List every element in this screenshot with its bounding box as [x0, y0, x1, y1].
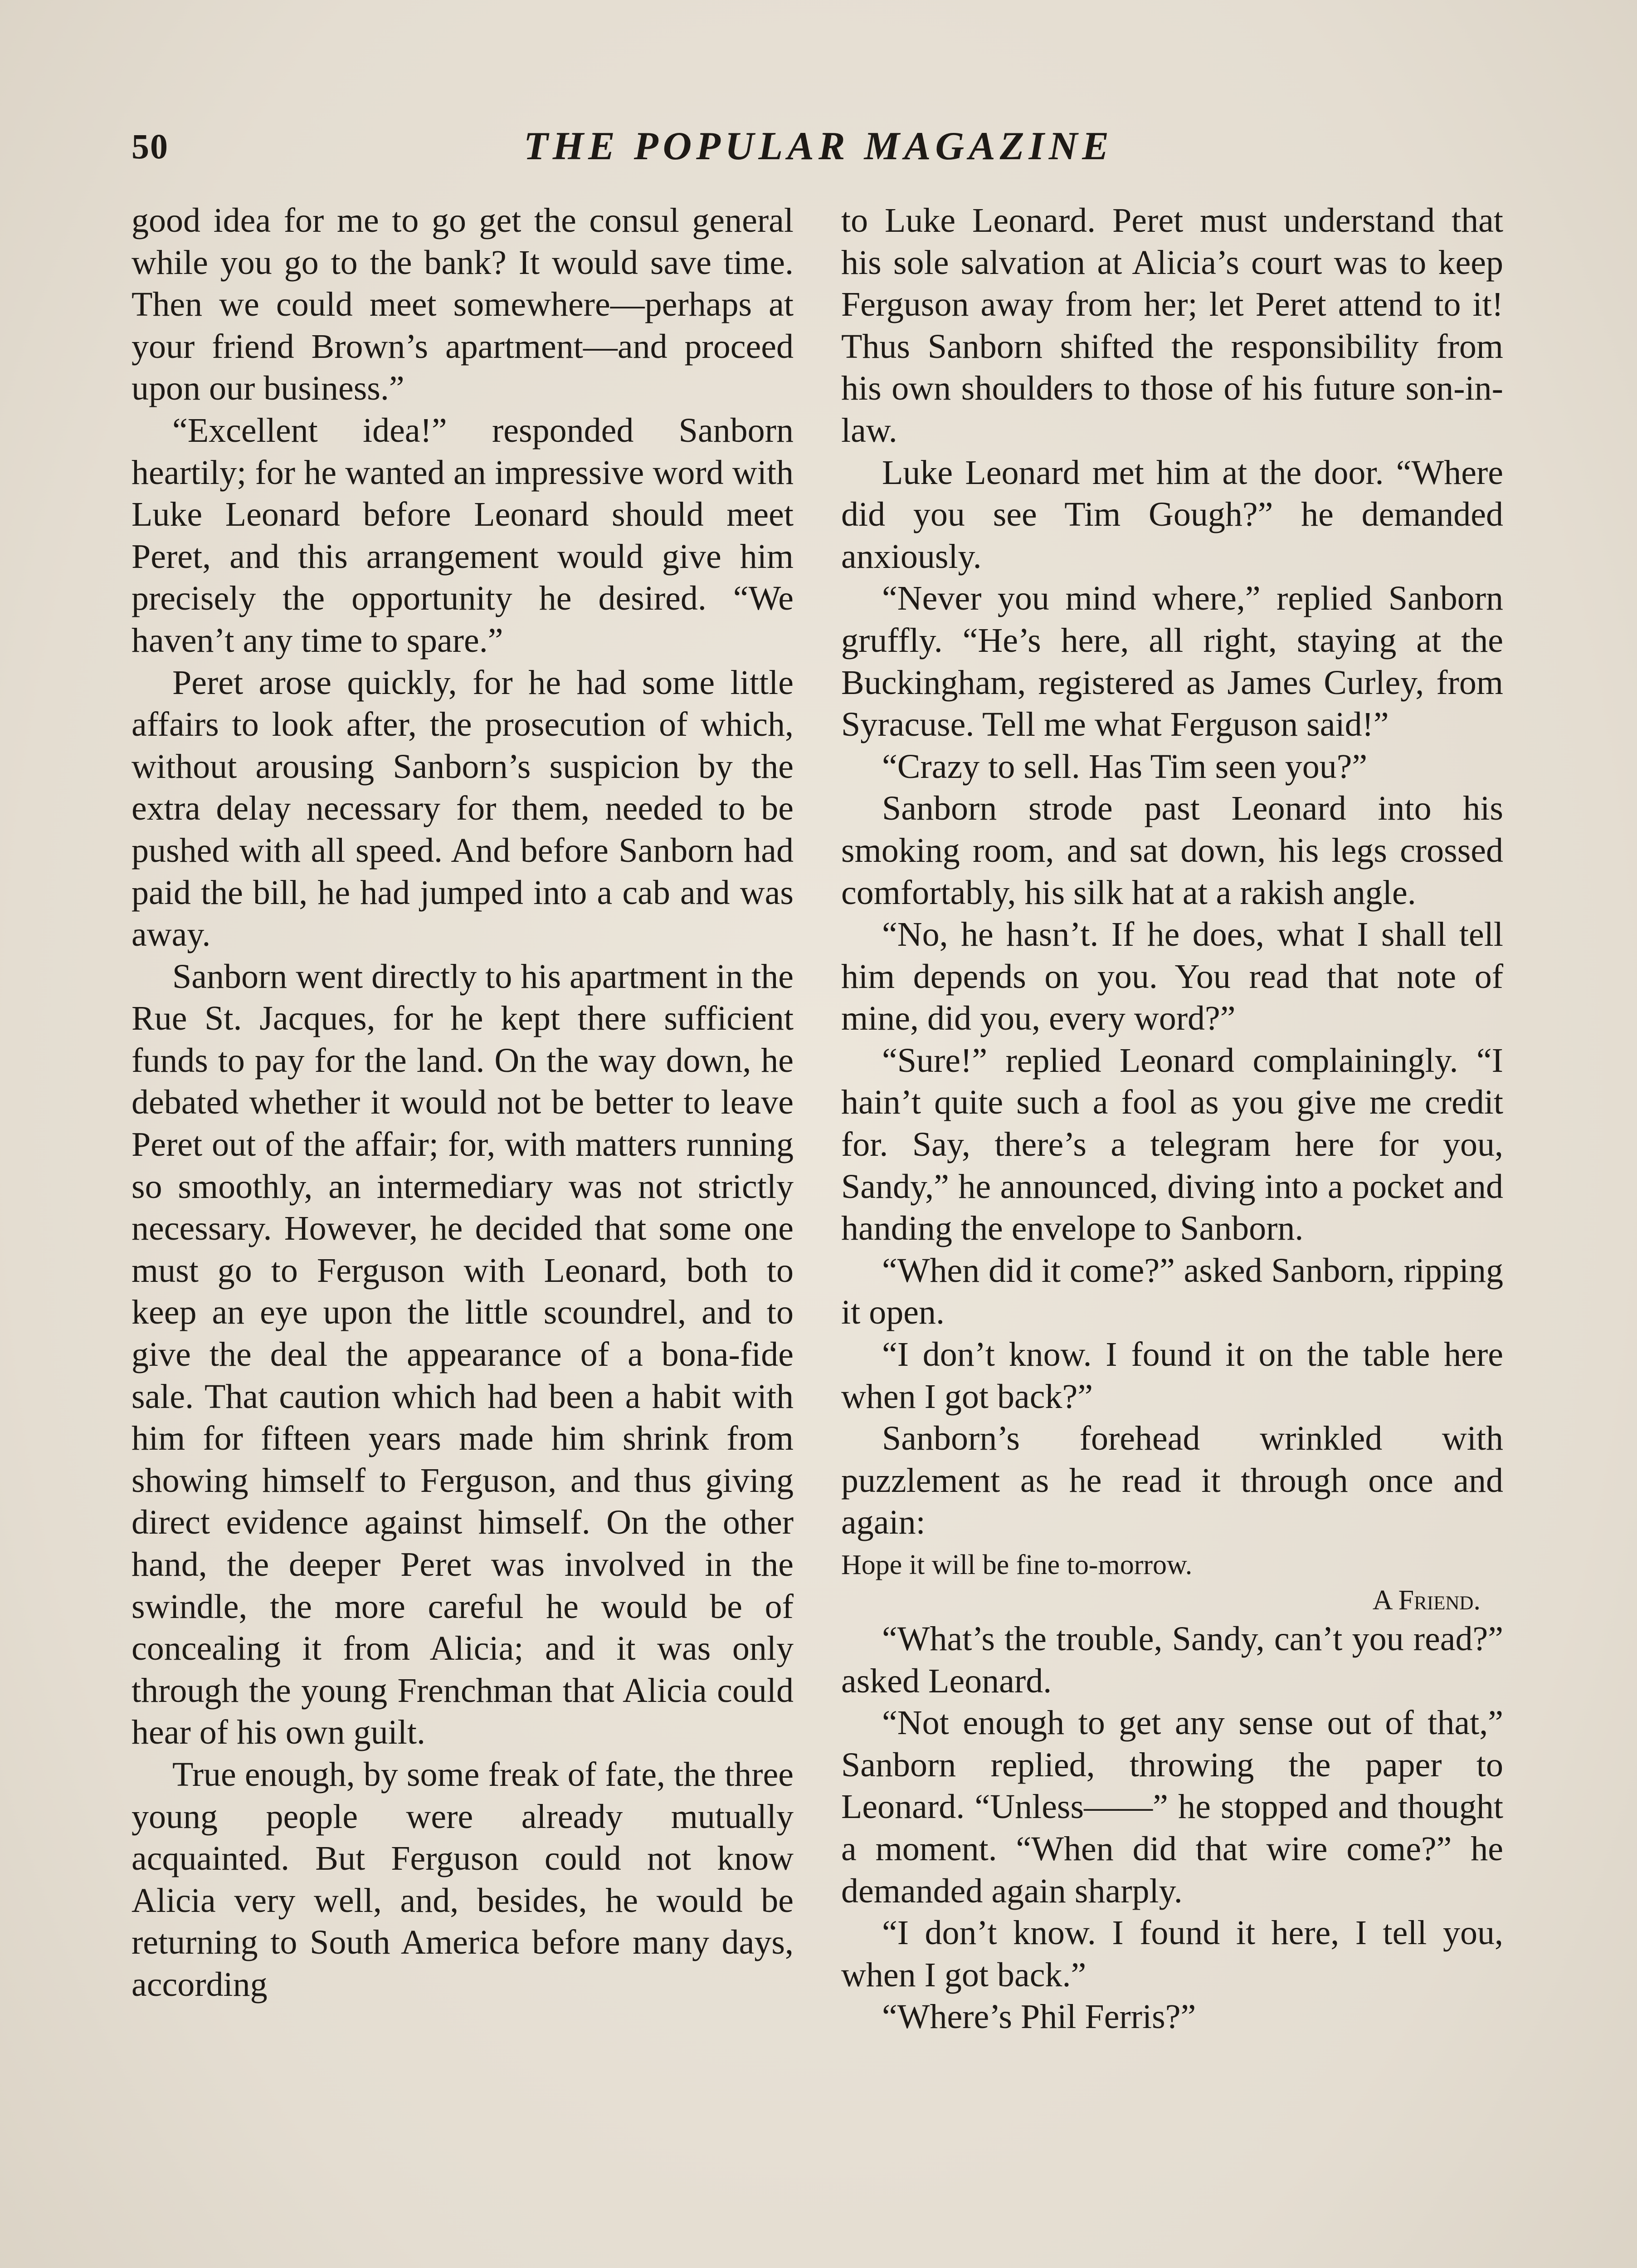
paragraph: “What’s the trouble, Sandy, can’t you read?” asked Leonard.: [841, 1620, 1503, 1700]
page-header: [132, 123, 1505, 173]
paragraph: Sanborn strode past Leonard into his smoking room, and sat down, his legs crossed comfortably, his silk hat at a rakish angle.: [841, 789, 1503, 912]
paragraph: True enough, by some freak of fate, the three young people were already mutually acquainted. But Ferguson could not know Alicia very well, and, besides, he would be returning to South America before many days, according: [132, 1755, 794, 2004]
running-title: THE POPULAR MAGAZINE: [523, 124, 1114, 168]
paragraph: “When did it come?” asked Sanborn, ripping it open.: [841, 1251, 1503, 1332]
paragraph: “Not enough to get any sense out of that,” Sanborn replied, throwing the paper to Leonard. “Unless——” he stopped and thought a moment. “When did that wire come?” he demanded again sharply.: [841, 1704, 1503, 1910]
telegram-text: [841, 1547, 1503, 1618]
paragraph: good idea for me to go get the consul general while you go to the bank? It would save time. Then we could meet somewhere—perhaps at your friend Brown’s apartment—and proceed upon our business.”: [132, 201, 794, 408]
paragraph: Luke Leonard met him at the door. “Where did you see Tim Gough?” he demanded anxiously.: [841, 453, 1503, 576]
paragraph: “Where’s Phil Ferris?”: [882, 1998, 1196, 2036]
paragraph: “I don’t know. I found it here, I tell you, when I got back.”: [841, 1914, 1503, 1994]
paragraph: “Never you mind where,” replied Sanborn gruffly. “He’s here, all right, staying at the Buckingham, registered as James Curley, from Syracuse. Tell me what Ferguson said!”: [841, 579, 1503, 744]
paragraph: Peret arose quickly, for he had some little affairs to look after, the prosecution of which, without arousing Sanborn’s suspicion by the extra delay necessary for them, needed to be pushed with all speed. And before Sanborn had paid the bill, he had jumped into a cab and was away.: [132, 663, 794, 954]
paragraph: “No, he hasn’t. If he does, what I shall tell him depends on you. You read that note of mine, did you, every word?”: [841, 915, 1503, 1038]
telegram-signature: A Friend.: [1372, 1585, 1481, 1616]
left-column: [132, 200, 794, 2006]
paragraph: “Sure!” replied Leonard complainingly. “I hain’t quite such a fool as you give me credit for. Say, there’s a telegram here for you, Sandy,” he announced, diving into a pocket and handing the envelope to Sanborn.: [841, 1041, 1503, 1248]
right-column: [841, 200, 1503, 2038]
paragraph: Sanborn went directly to his apartment in the Rue St. Jacques, for he kept there sufficient funds to pay for the land. On the way down, he debated whether it would not be better to leave Peret out of the affair; for, with matters running so smoothly, an intermediary was not strictly necessary. However, he decided that some one must go to Ferguson with Leonard, both to keep an eye upon the little scoundrel, and to give the deal the appearance of a bona-fide sale. That caution which had been a habit with him for fifteen years made him shrink from showing himself to Ferguson, and thus giving direct evidence against himself. On the other hand, the deeper Peret was involved in the swindle, the more careful he would be of concealing it from Alicia; and it was only through the young Frenchman that Alicia could hear of his own guilt.: [132, 957, 794, 1752]
paragraph: “Crazy to sell. Has Tim seen you?”: [882, 747, 1368, 786]
paragraph: Sanborn’s forehead wrinkled with puzzlement as he read it through once and again:: [841, 1419, 1503, 1542]
paragraph: “I don’t know. I found it on the table here when I got back?”: [841, 1335, 1503, 1416]
paragraph: “Excellent idea!” responded Sanborn heartily; for he wanted an impressive word with Luke Leonard before Leonard should meet Peret, and this arrangement would give him precisely the opportunity he desired. “We haven’t any time to spare.”: [132, 411, 794, 660]
telegram-body: Hope it will be fine to-morrow.: [841, 1549, 1193, 1580]
page-number: 50: [132, 127, 169, 166]
paragraph: to Luke Leonard. Peret must understand that his sole salvation at Alicia’s court was to keep Ferguson away from her; let Peret attend to it! Thus Sanborn shifted the responsibility from his own shoulders to those of his future son-in-law.: [841, 201, 1503, 450]
